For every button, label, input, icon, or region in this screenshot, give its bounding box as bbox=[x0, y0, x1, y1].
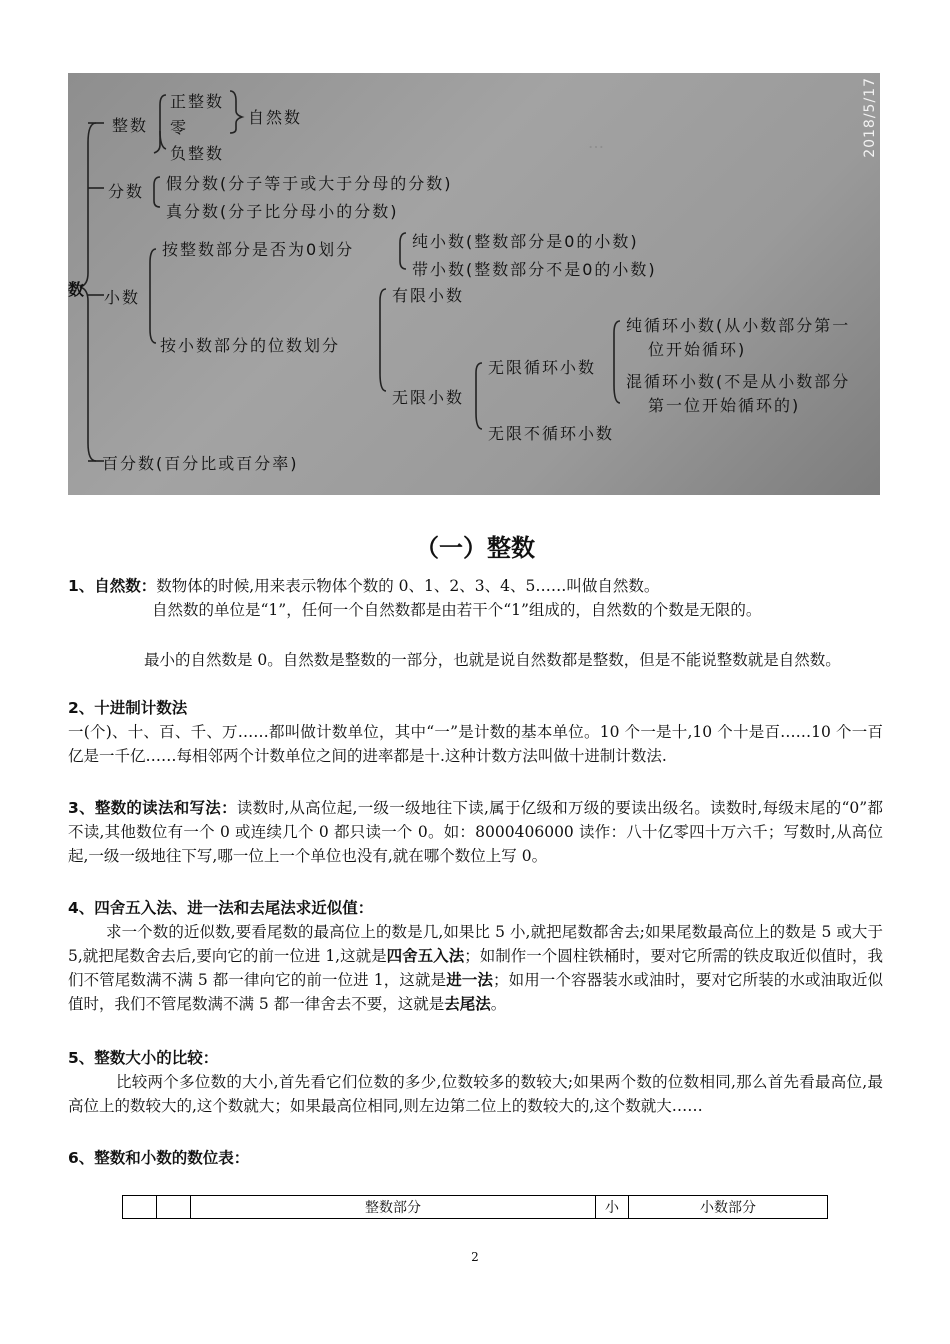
diagram-negative-integer: 负整数 bbox=[170, 144, 225, 163]
diagram-photo bbox=[68, 73, 880, 495]
place-value-table bbox=[122, 1195, 828, 1219]
s4-term-floor: 去尾法 bbox=[444, 995, 491, 1013]
diagram-integer: 整数 bbox=[112, 116, 149, 135]
s3-paragraph bbox=[68, 796, 883, 868]
diagram-improper-fraction: 假分数(分子等于或大于分母的分数) bbox=[166, 174, 453, 193]
s4-term-ceil: 进一法 bbox=[446, 971, 493, 989]
diagram-recurring-decimal: 无限循环小数 bbox=[488, 358, 597, 377]
s2-text: 一(个)、十、百、千、万……都叫做计数单位，其中“一”是计数的基本单位。10 个一是十,10 个十是百……10 个一百亿是一千亿……每相邻两个计数单位之间的进率都是十.这种计数方法叫做十进制计数法. bbox=[68, 723, 883, 765]
s4-heading: 4、四舍五入法、进一法和去尾法求近似值： bbox=[68, 899, 374, 917]
diagram-non-recurring: 无限不循环小数 bbox=[488, 424, 615, 443]
diagram-fraction: 分数 bbox=[108, 182, 145, 201]
s4-text-2: ；如制作一个圆柱铁桶时，要对它所需的铁皮取近似值时，我们不管尾数满不满 5 都一律向它的前一位进 1，这就是 bbox=[68, 947, 883, 989]
diagram-mixed-recurring-1: 混循环小数(不是从小数部分 bbox=[626, 372, 851, 391]
section-title: （一）整数 bbox=[415, 534, 535, 562]
s4-text-4: 。 bbox=[490, 995, 507, 1013]
s6-heading: 6、整数和小数的数位表： bbox=[68, 1149, 250, 1167]
table-cell-integer-part: 整数部分 bbox=[191, 1196, 596, 1219]
diagram-infinite-decimal: 无限小数 bbox=[392, 388, 465, 407]
s1-text: 数物体的时候,用来表示物体个数的 0、1、2、3、4、5……叫做自然数。 bbox=[156, 577, 660, 595]
bracket-lines bbox=[68, 73, 880, 495]
page-number: 2 bbox=[471, 1250, 479, 1264]
s5-text: 比较两个多位数的大小,首先看它们位数的多少,位数较多的数较大;如果两个数的位数相同,那么首先看最高位,最高位上的数较大的,这个数就大；如果最高位相同,则左边第二位上的数较大的,这个数就大…… bbox=[68, 1073, 883, 1115]
s3-heading: 3、整数的读法和写法： bbox=[68, 799, 237, 817]
diagram-natural-number: 自然数 bbox=[248, 108, 303, 127]
s1-paragraph-2: 自然数的单位是“1”，任何一个自然数都是由若干个“1”组成的，自然数的个数是无限的。 bbox=[152, 601, 762, 619]
s4-text-1: 求一个数的近似数,要看尾数的最高位上的数是几,如果比 5 小,就把尾数都舍去;如果尾数最高位上的数是 5 或大于 5,就把尾数舍去后,要向它的前一位进 1,这就是 bbox=[68, 923, 883, 965]
table-cell-point: 小 bbox=[596, 1196, 629, 1219]
diagram-by-digits: 按小数部分的位数划分 bbox=[160, 336, 341, 355]
diagram-pure-recurring-2: 位开始循环) bbox=[648, 340, 747, 359]
s4-paragraph bbox=[68, 920, 883, 1016]
diagram-proper-fraction: 真分数(分子比分母小的分数) bbox=[166, 202, 399, 221]
diagram-positive-integer: 正整数 bbox=[170, 92, 225, 111]
s3-text: 读数时,从高位起,一级一级地往下读,属于亿级和万级的要读出级名。读数时,每级末尾的“0”都不读,其他数位有一个 0 或连续几个 0 都只读一个 0。如：8000406000 读作：八十亿零四十万六千；写数时,从高位起,一级一级地往下写,哪一位上一个单位也没有,就在哪个数位上写 0。 bbox=[68, 799, 883, 865]
s5-heading: 5、整数大小的比较： bbox=[68, 1049, 219, 1067]
s2-heading: 2、十进制计数法 bbox=[68, 699, 188, 717]
s4-term-round: 四舍五入法 bbox=[386, 947, 465, 965]
diagram-decimal: 小数 bbox=[104, 288, 141, 307]
table-cell-empty-2 bbox=[157, 1196, 191, 1219]
diagram-by-integer-part: 按整数部分是否为0划分 bbox=[162, 240, 355, 259]
diagram-pure-recurring-1: 纯循环小数(从小数部分第一 bbox=[626, 316, 851, 335]
bleed-through-text: … bbox=[588, 133, 604, 152]
s1-line bbox=[68, 574, 883, 598]
diagram-mixed-recurring-2: 第一位开始循环的) bbox=[648, 396, 801, 415]
diagram-root: 数 bbox=[68, 280, 87, 299]
table-cell-decimal-part: 小数部分 bbox=[629, 1196, 828, 1219]
s4-text-3: ；如用一个容器装水或油时，要对它所装的水或油取近似值时，我们不管尾数满不满 5 都一律舍去不要，这就是 bbox=[68, 971, 883, 1013]
diagram-percent: 百分数(百分比或百分率) bbox=[102, 454, 299, 473]
s1-paragraph-3: 最小的自然数是 0。自然数是整数的一部分，也就是说自然数都是整数，但是不能说整数就是自然数。 bbox=[144, 651, 841, 669]
table-cell-empty-1 bbox=[123, 1196, 157, 1219]
table-row bbox=[123, 1196, 828, 1219]
diagram-finite-decimal: 有限小数 bbox=[392, 286, 465, 305]
photo-date-stamp: 2018/5/17 bbox=[862, 77, 878, 158]
diagram-pure-decimal: 纯小数(整数部分是0的小数) bbox=[412, 232, 639, 251]
diagram-mixed-decimal: 带小数(整数部分不是0的小数) bbox=[412, 260, 657, 279]
diagram-zero: 零 bbox=[170, 118, 189, 137]
s1-heading: 1、自然数： bbox=[68, 577, 157, 595]
